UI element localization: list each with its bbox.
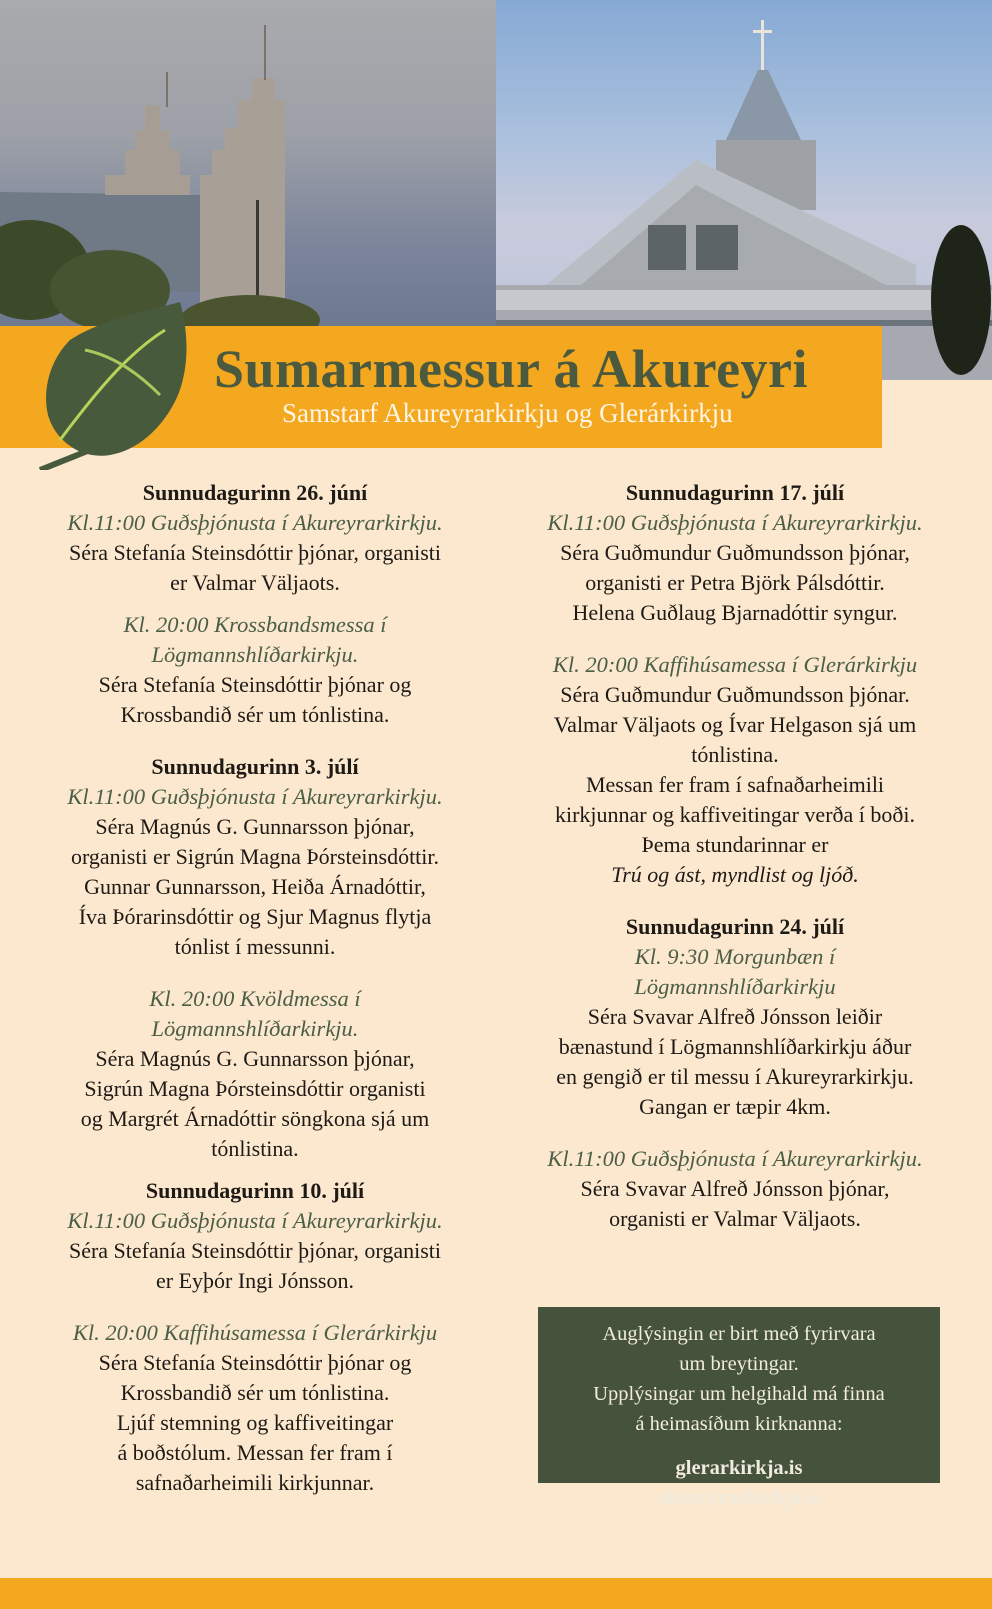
service-line: Sigrún Magna Þórsteinsdóttir organisti xyxy=(84,1076,426,1101)
service-heading: Kl.11:00 Guðsþjónusta í Akureyrarkirkju. xyxy=(67,510,443,535)
service-line: organisti er Petra Björk Pálsdóttir. xyxy=(585,570,885,595)
day-heading: Sunnudagurinn 26. júní xyxy=(142,480,368,505)
service-heading: Kl.11:00 Guðsþjónusta í Akureyrarkirkju. xyxy=(67,1208,443,1233)
service-line: Séra Svavar Alfreð Jónsson þjónar, xyxy=(580,1176,890,1201)
service-line: organisti er Sigrún Magna Þórsteinsdóttir. xyxy=(70,844,440,869)
service-line: Krossbandið sér um tónlistina. xyxy=(120,1380,390,1405)
service-line: Ljúf stemning og kaffiveitingar xyxy=(116,1410,394,1435)
service-line: bænastund í Lögmannshlíðarkirkju áður xyxy=(558,1034,912,1059)
notice-box xyxy=(538,1307,940,1509)
notice-line: um breytingar. xyxy=(679,1353,799,1375)
page-subtitle: Samstarf Akureyrarkirkju og Glerárkirkju xyxy=(282,398,733,428)
service-line: Séra Stefanía Steinsdóttir þjónar, organisti xyxy=(68,540,442,565)
service-line: tónlistina. xyxy=(211,1136,299,1161)
service-heading: Kl. 20:00 Kvöldmessa í xyxy=(149,986,361,1011)
service-heading: Kl.11:00 Guðsþjónusta í Akureyrarkirkju. xyxy=(547,510,923,535)
service-line: Krossbandið sér um tónlistina. xyxy=(120,702,390,727)
notice-line: Auglýsingin er birt með fyrirvara xyxy=(602,1323,876,1345)
service-line: Séra Guðmundur Guðmundsson þjónar. xyxy=(560,682,910,707)
service-heading: Kl. 20:00 Kaffihúsamessa í Glerárkirkju xyxy=(72,1320,438,1345)
service-line: safnaðarheimili kirkjunnar. xyxy=(135,1470,375,1495)
service-line: Þema stundarinnar er xyxy=(641,832,829,857)
day-heading: Sunnudagurinn 3. júlí xyxy=(151,754,359,779)
service-line: er Eyþór Ingi Jónsson. xyxy=(156,1268,354,1293)
day-heading: Sunnudagurinn 24. júlí xyxy=(625,914,845,939)
service-heading: Lögmannshlíðarkirkju xyxy=(634,974,836,999)
day-heading: Sunnudagurinn 17. júlí xyxy=(625,480,845,505)
service-line: Séra Stefanía Steinsdóttir þjónar, organisti xyxy=(68,1238,442,1263)
birch-leaf-cross-icon xyxy=(30,300,220,470)
glerarkirkja-link[interactable]: glerarkirkja.is xyxy=(675,1457,803,1479)
service-line: er Valmar Väljaots. xyxy=(170,570,340,595)
service-line: Messan fer fram í safnaðarheimili xyxy=(585,772,885,797)
service-theme: Trú og ást, myndlist og ljóð. xyxy=(611,862,859,887)
notice-line: á heimasíðum kirknanna: xyxy=(635,1413,843,1435)
service-line: og Margrét Árnadóttir söngkona sjá um xyxy=(80,1106,430,1131)
service-line: Valmar Väljaots og Ívar Helgason sjá um xyxy=(553,712,917,737)
service-line: Séra Stefanía Steinsdóttir þjónar og xyxy=(98,1350,412,1375)
schedule-left-column xyxy=(20,478,490,1498)
service-line: kirkjunnar og kaffiveitingar verða í boði. xyxy=(554,802,916,827)
service-heading: Kl. 20:00 Kaffihúsamessa í Glerárkirkju xyxy=(552,652,918,677)
service-line: Gangan er tæpir 4km. xyxy=(639,1094,831,1119)
service-line: Séra Magnús G. Gunnarsson þjónar, xyxy=(95,1046,415,1071)
service-line: Gunnar Gunnarsson, Heiða Árnadóttir, xyxy=(84,874,426,899)
service-line: Séra Guðmundur Guðmundsson þjónar, xyxy=(560,540,910,565)
service-heading: Kl.11:00 Guðsþjónusta í Akureyrarkirkju. xyxy=(67,784,443,809)
day-heading: Sunnudagurinn 10. júlí xyxy=(145,1178,365,1203)
service-line: Séra Magnús G. Gunnarsson þjónar, xyxy=(95,814,415,839)
service-line: tónlist í messunni. xyxy=(174,934,336,959)
notice-line: Upplýsingar um helgihald má finna xyxy=(593,1383,885,1405)
service-heading: Lögmannshlíðarkirkju. xyxy=(151,642,359,667)
service-line: tónlistina. xyxy=(691,742,779,767)
service-line: Helena Guðlaug Bjarnadóttir syngur. xyxy=(572,600,898,625)
service-line: en gengið er til messu í Akureyrarkirkju. xyxy=(556,1064,914,1089)
footer-bar xyxy=(0,1578,992,1609)
service-heading: Lögmannshlíðarkirkju. xyxy=(151,1016,359,1041)
glerarkirkja-photo xyxy=(496,0,992,380)
service-heading: Kl. 20:00 Krossbandsmessa í xyxy=(123,612,387,637)
service-heading: Kl.11:00 Guðsþjónusta í Akureyrarkirkju. xyxy=(547,1146,923,1171)
service-line: Séra Svavar Alfreð Jónsson leiðir xyxy=(587,1004,883,1029)
service-line: Séra Stefanía Steinsdóttir þjónar og xyxy=(98,672,412,697)
page-title: Sumarmessur á Akureyri xyxy=(214,339,809,399)
service-line: Íva Þórarinsdóttir og Sjur Magnus flytja xyxy=(78,904,432,929)
akureyrarkirkja-photo xyxy=(0,0,496,330)
akureyrarkirkja-link[interactable]: akureyrarkirkja.is xyxy=(657,1487,821,1509)
service-line: á boðstólum. Messan fer fram í xyxy=(117,1440,393,1465)
service-heading: Kl. 9:30 Morgunbæn í xyxy=(634,944,836,969)
schedule-right-column xyxy=(500,478,970,1234)
service-line: organisti er Valmar Väljaots. xyxy=(609,1206,861,1231)
